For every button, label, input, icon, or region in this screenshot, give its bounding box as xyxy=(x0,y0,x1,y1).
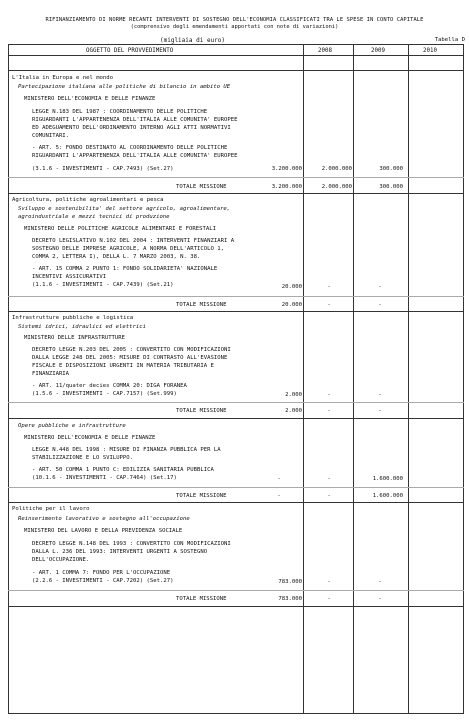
column-divider xyxy=(408,44,409,714)
total-label: TOTALE MISSIONE xyxy=(176,184,227,190)
program-title: Partecipazione italiana alle politiche di bilancio in ambito UE xyxy=(18,84,231,90)
program-title: agroindustriale e mezzi tecnici di produzione xyxy=(18,214,170,220)
row-rule xyxy=(8,590,464,591)
total-2009: - xyxy=(327,302,331,308)
section-rule xyxy=(8,311,464,312)
total-2010: - xyxy=(378,302,382,308)
value-2008: 3.200.000 xyxy=(271,166,302,172)
total-label: TOTALE MISSIONE xyxy=(176,596,227,602)
law-text: FINANZIARIA xyxy=(32,371,70,377)
program-title: Sistemi idrici, idraulici ed elettrici xyxy=(18,324,146,330)
ministry-name: MINISTERO DELLE INFRASTRUTTURE xyxy=(24,335,126,341)
ministry-name: MINISTERO DELL'ECONOMIA E DELLE FINANZE xyxy=(24,435,156,441)
value-2010: - xyxy=(378,392,382,398)
value-2008: - xyxy=(277,476,281,482)
total-2009: - xyxy=(327,408,331,414)
ministry-name: MINISTERO DEL LAVORO E DELLA PREVIDENZA SOCIALE xyxy=(24,528,183,534)
program-title: Sviluppo e sostenibilita' del settore agricolo, agroalimentare, xyxy=(18,206,231,212)
col-2009: 2009 xyxy=(371,48,385,54)
header-bottom-rule xyxy=(8,70,464,71)
total-2010: - xyxy=(378,596,382,602)
total-2010: - xyxy=(378,408,382,414)
col-2008: 2008 xyxy=(318,48,332,54)
article-text: - ART. 5: FONDO DESTINATO AL COORDINAMENTO DELLE POLITICHE xyxy=(32,145,228,151)
law-text: LEGGE N.448 DEL 1998 : MISURE DI FINANZA PUBBLICA PER LA xyxy=(32,447,221,453)
law-text: DECRETO LEGGE N.148 DEL 1993 : CONVERTITO CON MODIFICAZIONI xyxy=(32,541,231,547)
col-oggetto: OGGETTO DEL PROVVEDIMENTO xyxy=(86,48,174,54)
program-title: Opere pubbliche e infrastrutture xyxy=(18,423,126,429)
value-2010: 1.600.000 xyxy=(372,476,403,482)
total-2009: - xyxy=(327,596,331,602)
total-2008: 2.000 xyxy=(285,408,302,414)
article-text: - ART. 50 COMMA 1 PUNTO C: EDILIZIA SANITARIA PUBBLICA xyxy=(32,467,214,473)
value-2010: - xyxy=(378,579,382,585)
law-text: FISCALE E DISPOSIZIONI URGENTI IN MATERIA TRIBUTARIA E xyxy=(32,363,214,369)
article-text: - ART. 11/quater decies COMMA 20: DIGA FORANEA xyxy=(32,383,187,389)
row-rule xyxy=(8,177,464,178)
law-text: DECRETO LEGGE N.203 DEL 2005 : CONVERTITO CON MODIFICAZIONI xyxy=(32,347,231,353)
value-2008: 20.000 xyxy=(281,284,302,290)
col-2010: 2010 xyxy=(423,48,437,54)
article-text: - ART. 1 COMMA 7: FONDO PER L'OCCUPAZIONE xyxy=(32,570,171,576)
law-text: STABILIZZAZIONE E LO SVILUPPO. xyxy=(32,455,134,461)
table-label: Tabella D xyxy=(434,37,465,43)
row-rule xyxy=(8,296,464,297)
value-2009: 2.000.000 xyxy=(321,166,352,172)
total-label: TOTALE MISSIONE xyxy=(176,493,227,499)
total-2010: 1.600.000 xyxy=(372,493,403,499)
chapter-ref: (1.1.6 - INVESTIMENTI - CAP.7439) (Set.21) xyxy=(32,282,174,288)
mission-title: L'Italia in Europa e nel mondo xyxy=(12,75,114,81)
article-text: INCENTIVI ASSICURATIVI xyxy=(32,274,107,280)
total-2008: 3.200.000 xyxy=(271,184,302,190)
ministry-name: MINISTERO DELL'ECONOMIA E DELLE FINANZE xyxy=(24,96,156,102)
article-text: RIGUARDANTI L'APPARTENENZA DELL'ITALIA ALLE COMUNITA' EUROPEE xyxy=(32,153,238,159)
total-label: TOTALE MISSIONE xyxy=(176,302,227,308)
ministry-name: MINISTERO DELLE POLITICHE AGRICOLE ALIMENTARI E FORESTALI xyxy=(24,226,216,232)
document-subtitle: (comprensivo degli emendamenti apportati con note di variazioni) xyxy=(130,24,339,30)
units-label: (migliaia di euro) xyxy=(160,37,226,44)
law-text: DELL'OCCUPAZIONE. xyxy=(32,557,90,563)
chapter-ref: (10.1.6 - INVESTIMENTI - CAP.7464) (Set.17) xyxy=(32,475,177,481)
law-text: DECRETO LEGISLATIVO N.102 DEL 2004 : INTERVENTI FINANZIARI A xyxy=(32,238,235,244)
section-rule xyxy=(8,606,464,607)
mission-title: Politiche per il lavoro xyxy=(12,506,90,512)
value-2009: - xyxy=(327,392,331,398)
value-2009: - xyxy=(327,284,331,290)
mission-title: Infrastrutture pubbliche e logistica xyxy=(12,315,134,321)
value-2010: - xyxy=(378,284,382,290)
law-text: DALLA LEGGE 248 DEL 2005: MISURE DI CONTRASTO ALL'EVASIONE xyxy=(32,355,228,361)
law-text: ED ADEGUAMENTO DELL'ORDINAMENTO INTERNO AGLI ATTI NORMATIVI xyxy=(32,125,231,131)
value-2008: 783.000 xyxy=(278,579,302,585)
row-rule xyxy=(8,402,464,403)
section-rule xyxy=(8,193,464,194)
law-text: COMMA 2, LETTERA I), DELLA L. 7 MARZO 2003, N. 38. xyxy=(32,254,201,260)
law-text: SOSTEGNO DELLE IMPRESE AGRICOLE, A NORMA DELL'ARTICOLO 1, xyxy=(32,246,224,252)
chapter-ref: (3.1.6 - INVESTIMENTI - CAP.7493) (Set.27) xyxy=(32,166,174,172)
chapter-ref: (2.2.6 - INVESTIMENTI - CAP.7202) (Set.27) xyxy=(32,578,174,584)
program-title: Reinserimento lavorativo e sostegno all'occupazione xyxy=(18,516,190,522)
chapter-ref: (1.5.6 - INVESTIMENTI - CAP.7157) (Set.999) xyxy=(32,391,177,397)
document-title: RIFINANZIAMENTO DI NORME RECANTI INTERVENTI DI SOSTEGNO DELL'ECONOMIA CLASSIFICATI TRA LE SPESE IN CONTO CAPITALE xyxy=(45,17,424,23)
value-2008: 2.000 xyxy=(285,392,302,398)
value-2010: 300.000 xyxy=(379,166,403,172)
mission-title: Agricoltura, politiche agroalimentari e pesca xyxy=(12,197,164,203)
total-2008: 20.000 xyxy=(281,302,302,308)
total-2008: - xyxy=(277,493,281,499)
law-text: LEGGE N.183 DEL 1987 : COORDINAMENTO DELLE POLITICHE xyxy=(32,109,208,115)
row-rule xyxy=(8,487,464,488)
column-divider xyxy=(353,44,354,714)
value-2009: - xyxy=(327,579,331,585)
section-rule xyxy=(8,418,464,419)
law-text: DALLA L. 236 DEL 1993: INTERVENTI URGENTI A SOSTEGNO xyxy=(32,549,208,555)
section-rule xyxy=(8,502,464,503)
header-divider xyxy=(8,55,464,56)
total-2010: 300.000 xyxy=(379,184,403,190)
column-divider xyxy=(303,44,304,714)
total-2009: 2.000.000 xyxy=(321,184,352,190)
article-text: - ART. 15 COMMA 2 PUNTO 1: FONDO SOLIDARIETA' NAZIONALE xyxy=(32,266,218,272)
value-2009: - xyxy=(327,476,331,482)
total-2009: - xyxy=(327,493,331,499)
law-text: RIGUARDANTI L'APPARTENENZA DELL'ITALIA ALLE COMUNITA' EUROPEE xyxy=(32,117,238,123)
law-text: COMUNITARI. xyxy=(32,133,70,139)
total-2008: 783.000 xyxy=(278,596,302,602)
total-label: TOTALE MISSIONE xyxy=(176,408,227,414)
